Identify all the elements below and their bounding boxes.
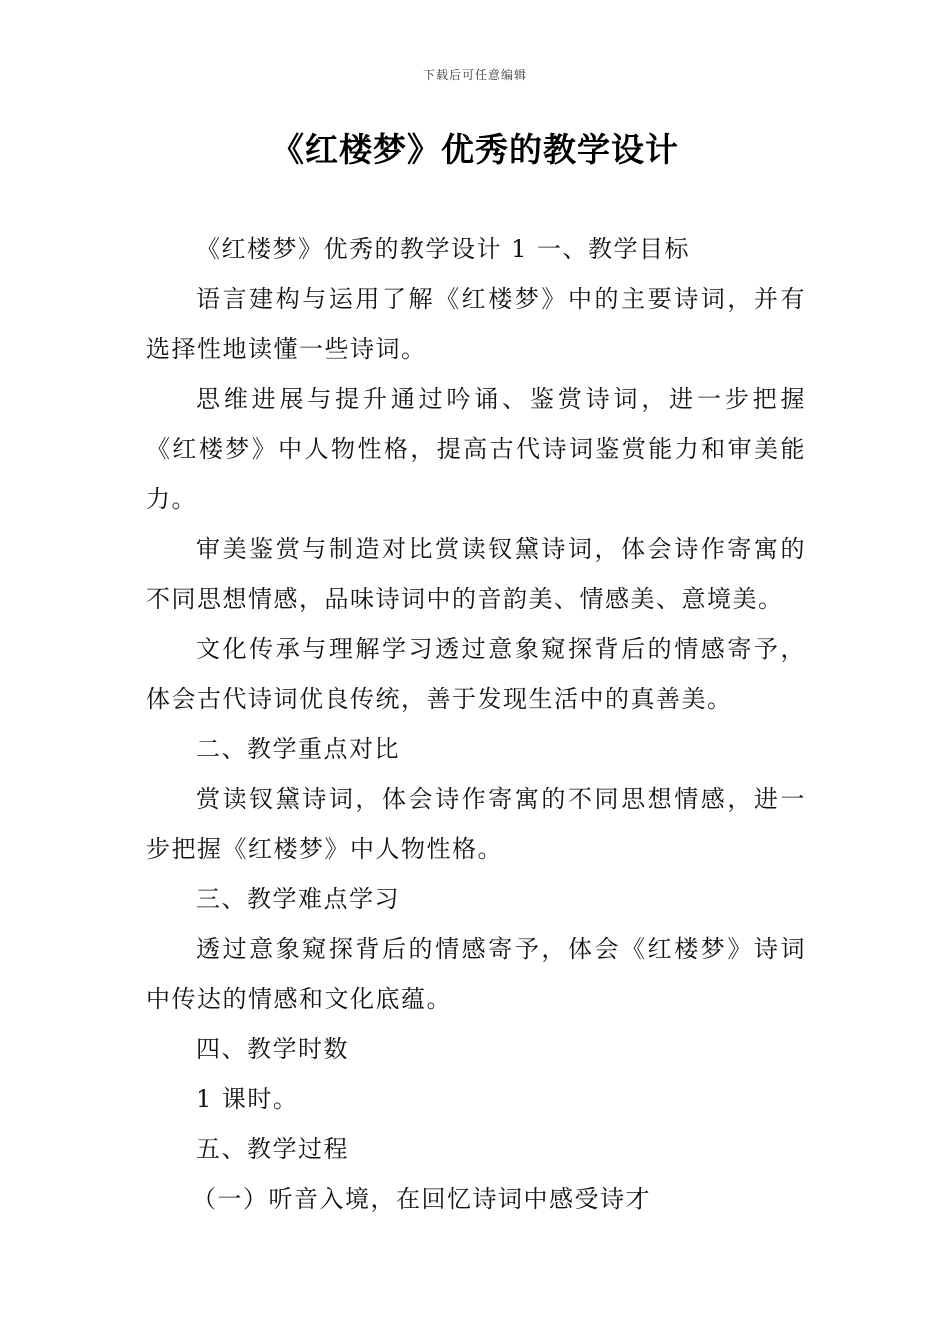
paragraph-intro: 《红楼梦》优秀的教学设计 1 一、教学目标: [196, 235, 691, 263]
paragraph-process-step-1: （一）听音入境，在回忆诗词中感受诗才: [192, 1185, 651, 1213]
paragraph-difficulties: 透过意象窥探背后的情感寄予，体会《红楼梦》诗词中传达的情感和文化底蕴。: [146, 935, 806, 1013]
paragraph-goal-culture: 文化传承与理解学习透过意象窥探背后的情感寄予，体会古代诗词优良传统，善于发现生活中的真善美。: [146, 635, 806, 713]
header-note: 下载后可任意编辑: [422, 68, 527, 82]
section-heading-difficulties: 三、教学难点学习: [196, 885, 400, 913]
document-title: 《红楼梦》优秀的教学设计: [271, 130, 679, 169]
paragraph-goal-language: 语言建构与运用了解《红楼梦》中的主要诗词，并有选择性地读懂一些诗词。: [146, 285, 806, 363]
document-body: [146, 224, 806, 1224]
section-heading-key-points: 二、教学重点对比: [196, 735, 400, 763]
paragraph-key-points: 赏读钗黛诗词，体会诗作寄寓的不同思想情感，进一步把握《红楼梦》中人物性格。: [146, 785, 806, 863]
section-heading-process: 五、教学过程: [196, 1135, 349, 1163]
section-heading-hours: 四、教学时数: [196, 1035, 349, 1063]
paragraph-hours: 1 课时。: [196, 1085, 299, 1113]
paragraph-goal-aesthetic: 审美鉴赏与制造对比赏读钗黛诗词，体会诗作寄寓的不同思想情感，品味诗词中的音韵美、情感美、意境美。: [146, 535, 806, 613]
paragraph-goal-thinking: 思维进展与提升通过吟诵、鉴赏诗词，进一步把握《红楼梦》中人物性格，提高古代诗词鉴赏能力和审美能力。: [146, 385, 806, 513]
